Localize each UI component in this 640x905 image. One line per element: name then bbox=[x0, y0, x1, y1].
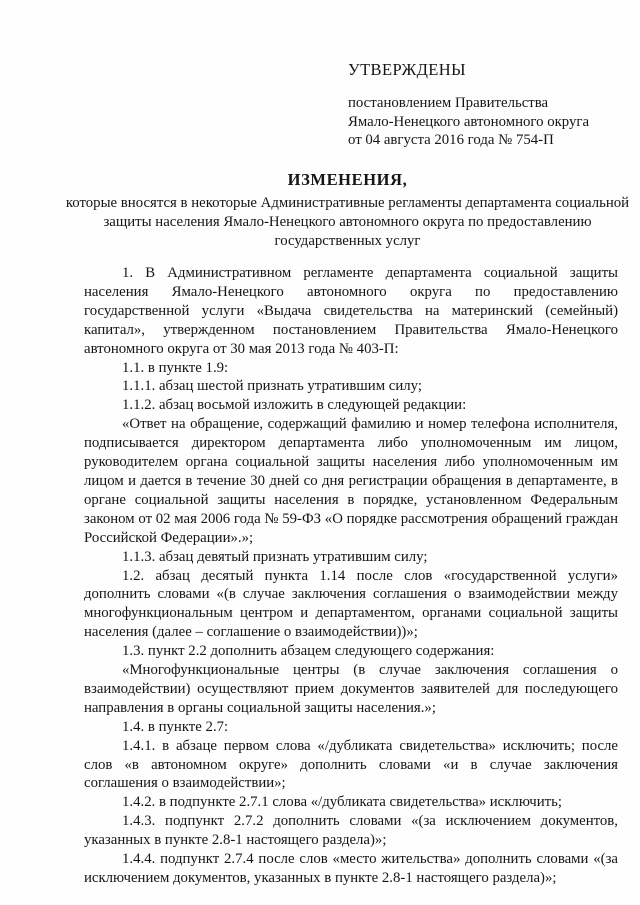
paragraph: 1.4.4. подпункт 2.7.4 после слов «место жительства» дополнить словами «(за исключением документов, указанных в пункте 2.8-1 настоящего раздела)»; bbox=[84, 851, 618, 886]
paragraph: 1.4. в пункте 2.7: bbox=[122, 718, 229, 735]
paragraph: «Многофункциональные центры (в случае заключения соглашения о взаимодействии) осуществляют прием документов заявителей для последующего направления в органы социальной защиты населения.»; bbox=[84, 662, 618, 716]
approved-title: УТВЕРЖДЕНЫ bbox=[348, 60, 466, 79]
paragraph: 1.1.1. абзац шестой признать утратившим силу; bbox=[122, 378, 422, 395]
document-body bbox=[84, 264, 618, 888]
paragraph: 1.1. в пункте 1.9: bbox=[122, 359, 229, 376]
document-title: ИЗМЕНЕНИЯ, bbox=[287, 170, 408, 189]
paragraph: 1.4.2. в подпункте 2.7.1 слова «/дубликата свидетельства» исключить; bbox=[122, 794, 562, 811]
approval-line: от 04 августа 2016 года № 754-П bbox=[348, 132, 554, 148]
paragraph: 1.4.3. подпункт 2.7.2 дополнить словами «(за исключением документов, указанных в пункте 2.8-1 настоящего раздела)»; bbox=[84, 813, 618, 849]
paragraph: 1.2. абзац десятый пункта 1.14 после слов «государственной услуги» дополнить словами «(в случае заключения соглашения о взаимодействии между многофункциональным центром и департаментом, органами социальной защиты населения (далее – соглашение о взаимодействии))»; bbox=[84, 567, 618, 641]
paragraph: 1.1.2. абзац восьмой изложить в следующей редакции: bbox=[122, 397, 467, 414]
approval-line: Ямало-Ненецкого автономного округа bbox=[348, 113, 590, 130]
document-heading bbox=[60, 170, 635, 251]
paragraph: «Ответ на обращение, содержащий фамилию и номер телефона исполнителя, подписывается директором департамента либо уполномоченным им лицом, руководителем органа социальной защиты населения либо уполномоченным им лицом и дается в течение 30 дней со дня регистрации обращения в департаменте, в органе социальной защиты населения в порядке, установленном Федеральным законом от 02 мая 2006 года № 59-ФЗ «О порядке рассмотрения обращений граждан Российской Федерации».»; bbox=[84, 416, 618, 546]
document-subtitle: которые вносятся в некоторые Административные регламенты департамента социальной защиты населения Ямало-Ненецкого автономного округа по предоставлению государственных услуг bbox=[65, 195, 630, 249]
approval-line: постановлением Правительства bbox=[348, 95, 549, 111]
paragraph: 1. В Административном регламенте департамента социальной защиты населения Ямало-Ненецкого автономного округа по предоставлению государственной услуги «Выдача свидетельства на материнский (семейный) капитал», утвержденном постановлением Правительства Ямало-Ненецкого автономного округа от 30 мая 2013 года № 403-П: bbox=[84, 265, 618, 357]
paragraph: 1.4.1. в абзаце первом слова «/дубликата свидетельства» исключить; после слов «в автономном округе» дополнить словами «и в случае заключения соглашения о взаимодействии»; bbox=[84, 737, 618, 792]
approval-stamp-block bbox=[348, 60, 618, 150]
paragraph: 1.1.3. абзац девятый признать утратившим силу; bbox=[122, 548, 428, 565]
paragraph: 1.3. пункт 2.2 дополнить абзацем следующего содержания: bbox=[122, 643, 495, 660]
